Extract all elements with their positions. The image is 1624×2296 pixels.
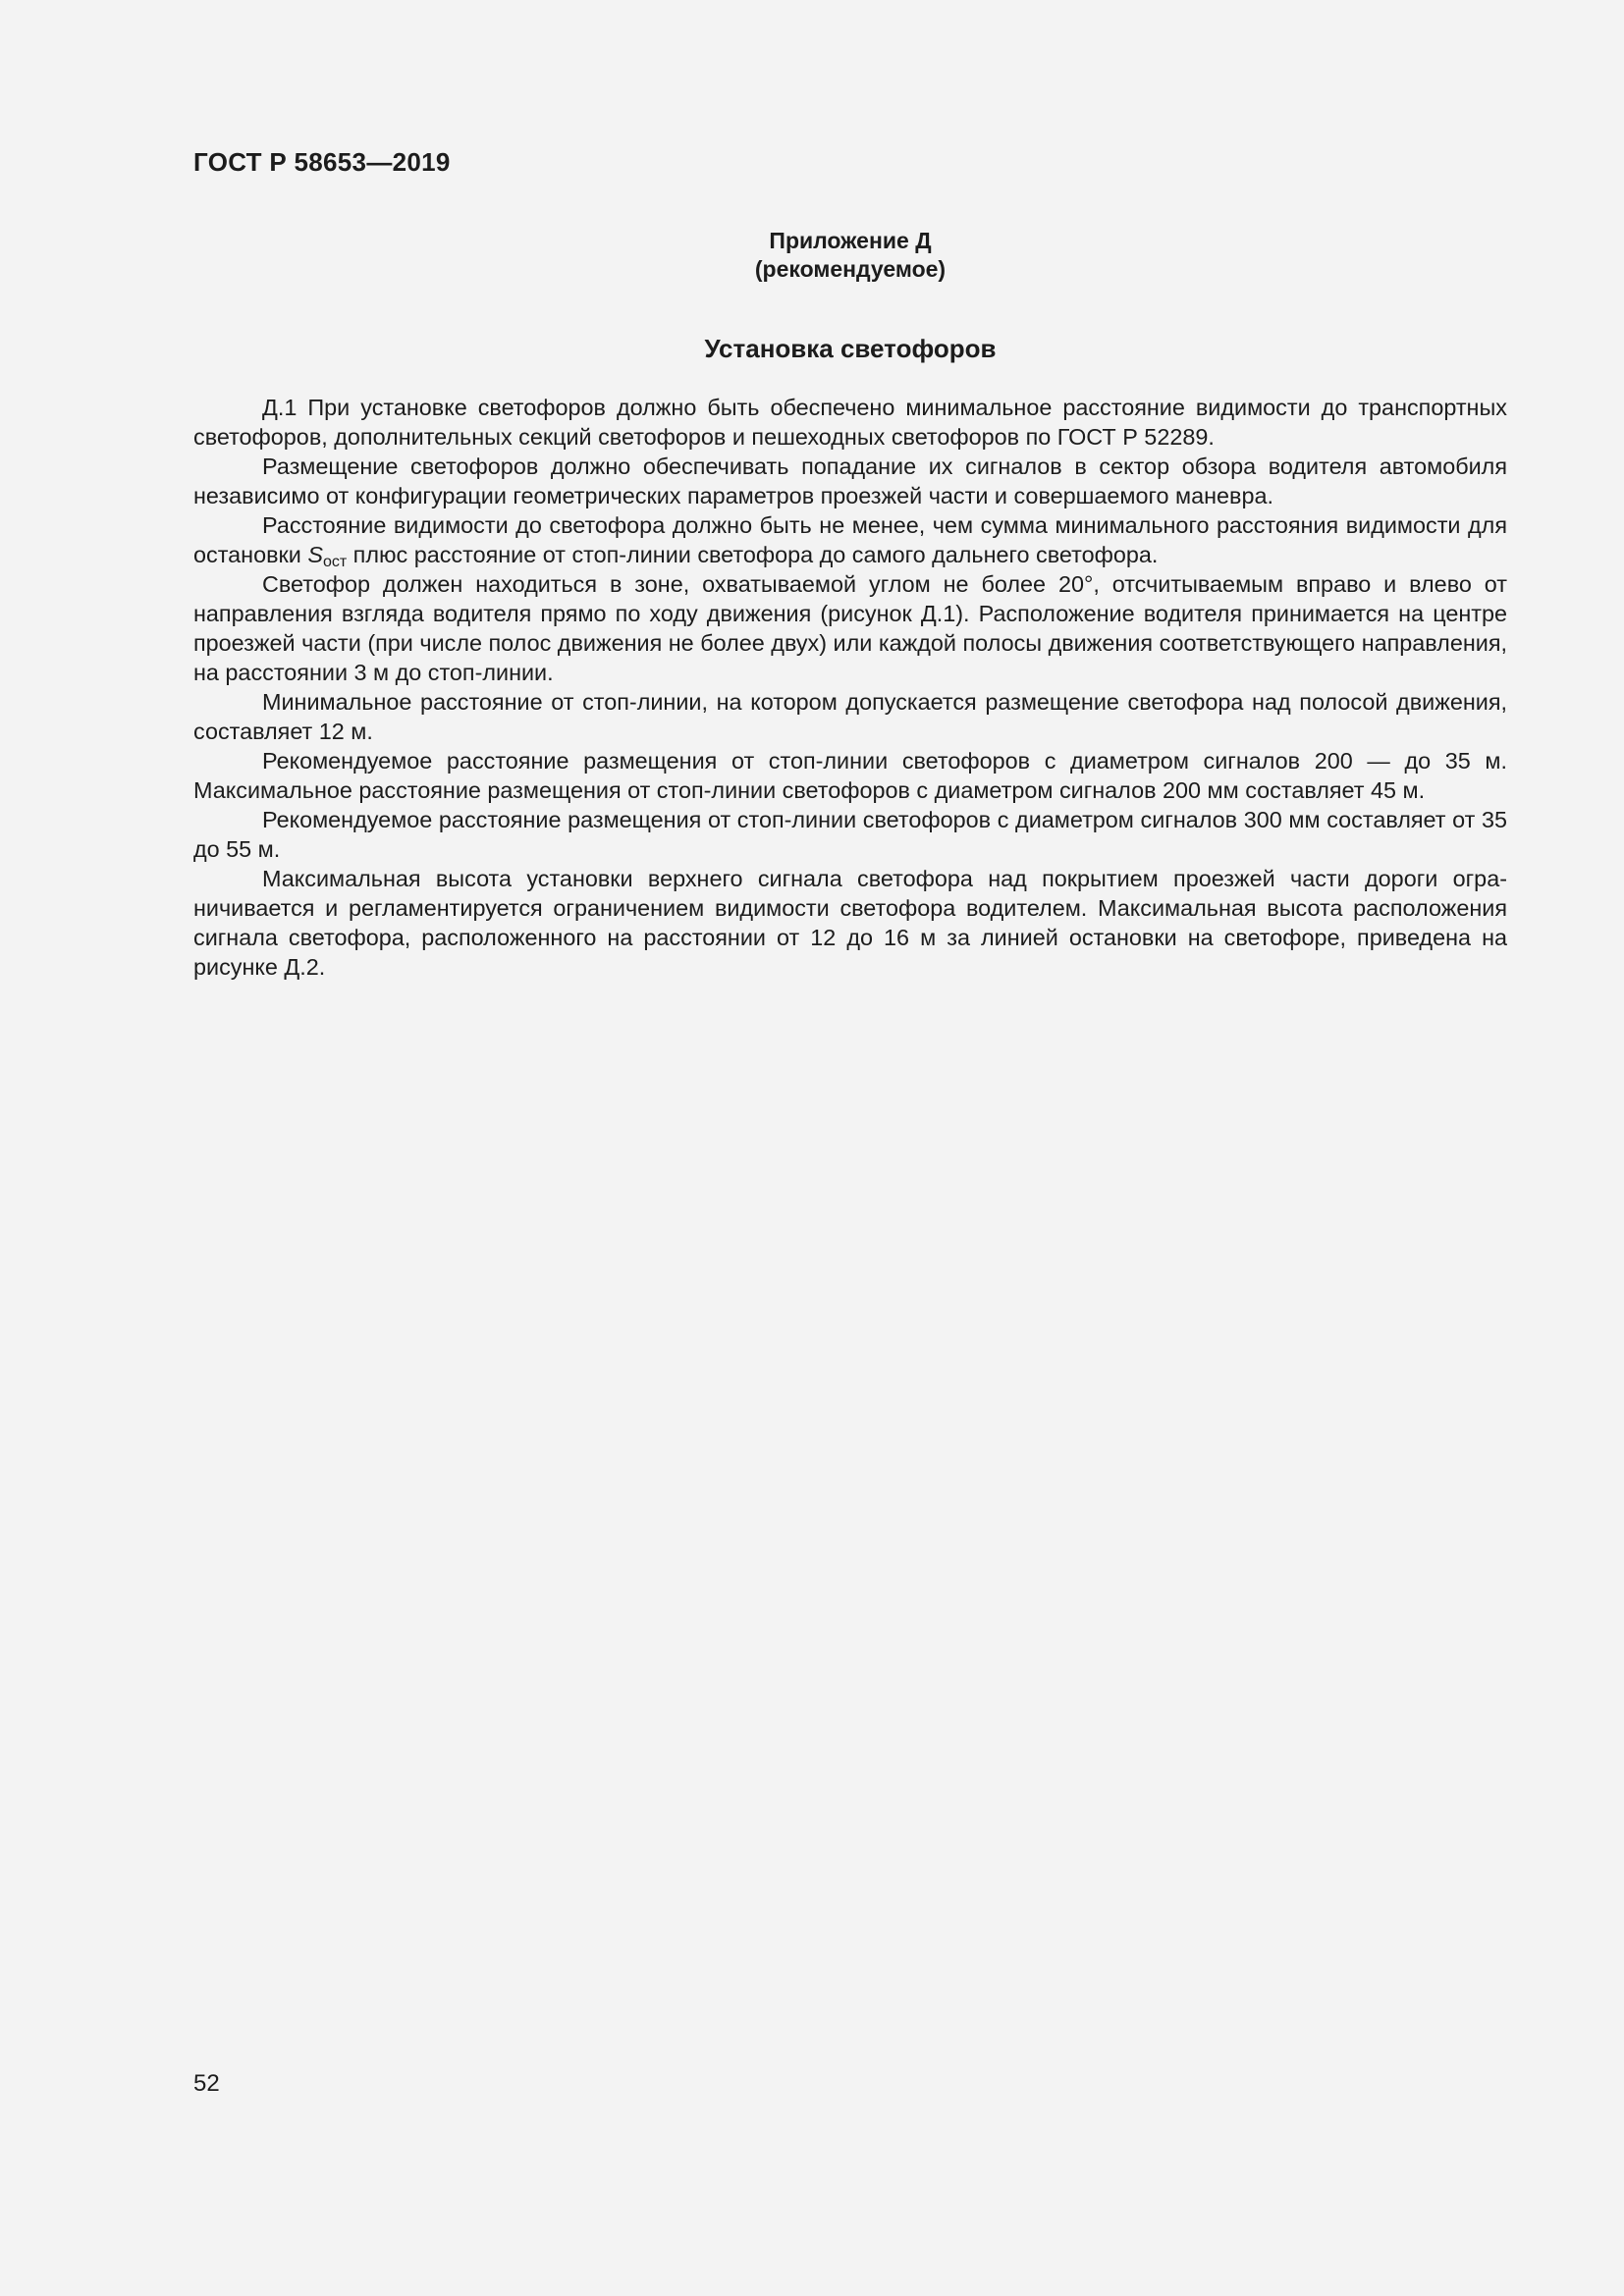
paragraph-visibility-distance: [193, 510, 1507, 569]
appendix-heading: [193, 227, 1507, 284]
stopping-distance-symbol: S: [307, 542, 323, 567]
body-text: [193, 393, 1507, 982]
paragraph-placement: Размещение светофоров должно обеспечивать попадание их сигналов в сектор обзора водителя автомобиля независимо от конфигурации геометрических параметров проезжей части и совершаемого маневра.: [193, 454, 1507, 508]
paragraph-text-before: Расстояние видимости до светофора должно быть не менее, чем сумма минимального расстояния видимости для остановки: [193, 512, 1507, 567]
paragraph-min-distance: Минимальное расстояние от стоп-линии, на котором допускается размещение светофора над полосой движения, составляет 12 м.: [193, 689, 1507, 744]
paragraph-text-after: плюс расстояние от стоп-линии светофора до самого дальнего светофора.: [347, 542, 1159, 567]
stopping-distance-subscript: ост: [322, 554, 348, 570]
paragraph-d1: Д.1 При установке светофоров должно быть обеспечено минимальное расстояние видимости до транспортных светофоров, дополнительных секций светофоров и пешеходных светофоров по ГОСТ Р 52289.: [193, 395, 1507, 450]
paragraph-viewing-zone: Светофор должен находиться в зоне, охватываемой углом не более 20°, отсчитываемым вправо и влево от направления взгляда водителя прямо по ходу движения (рисунок Д.1). Расположение водителя принимается на центре проезжей части (при числе полос движения не более двух) или каждой полосы движения соответствующего направления, на расстоянии 3 м до стоп-линии.: [193, 571, 1507, 685]
document-header: ГОСТ Р 58653—2019: [193, 147, 451, 177]
paragraph-max-height: Максимальная высота установки верхнего сигнала светофора над покрытием проезжей части дороги ограничивается и регламентируется ограничением видимости светофора водителем. Максимальная высота расположения сигнала светофора, расположенного на расстоянии от 12 до 16 м за линией остановки на светофоре, приведена на рисунке Д.2.: [193, 866, 1507, 980]
paragraph-300mm-signals: Рекомендуемое расстояние размещения от стоп-линии светофоров с диаметром сигналов 300 мм составляет от 35 до 55 м.: [193, 807, 1507, 862]
appendix-label: Приложение Д: [769, 228, 932, 253]
appendix-status: (рекомендуемое): [754, 256, 947, 282]
paragraph-200mm-signals: Рекомендуемое расстояние размещения от стоп-линии светофоров с диаметром сигналов 200 — до 35 м. Максимальное расстояние размещения от стоп-линии светофоров с диаметром сигналов 200 мм составляет 45 м.: [193, 748, 1507, 803]
page-number: 52: [193, 2070, 220, 2097]
section-title: Установка светофоров: [704, 334, 997, 363]
